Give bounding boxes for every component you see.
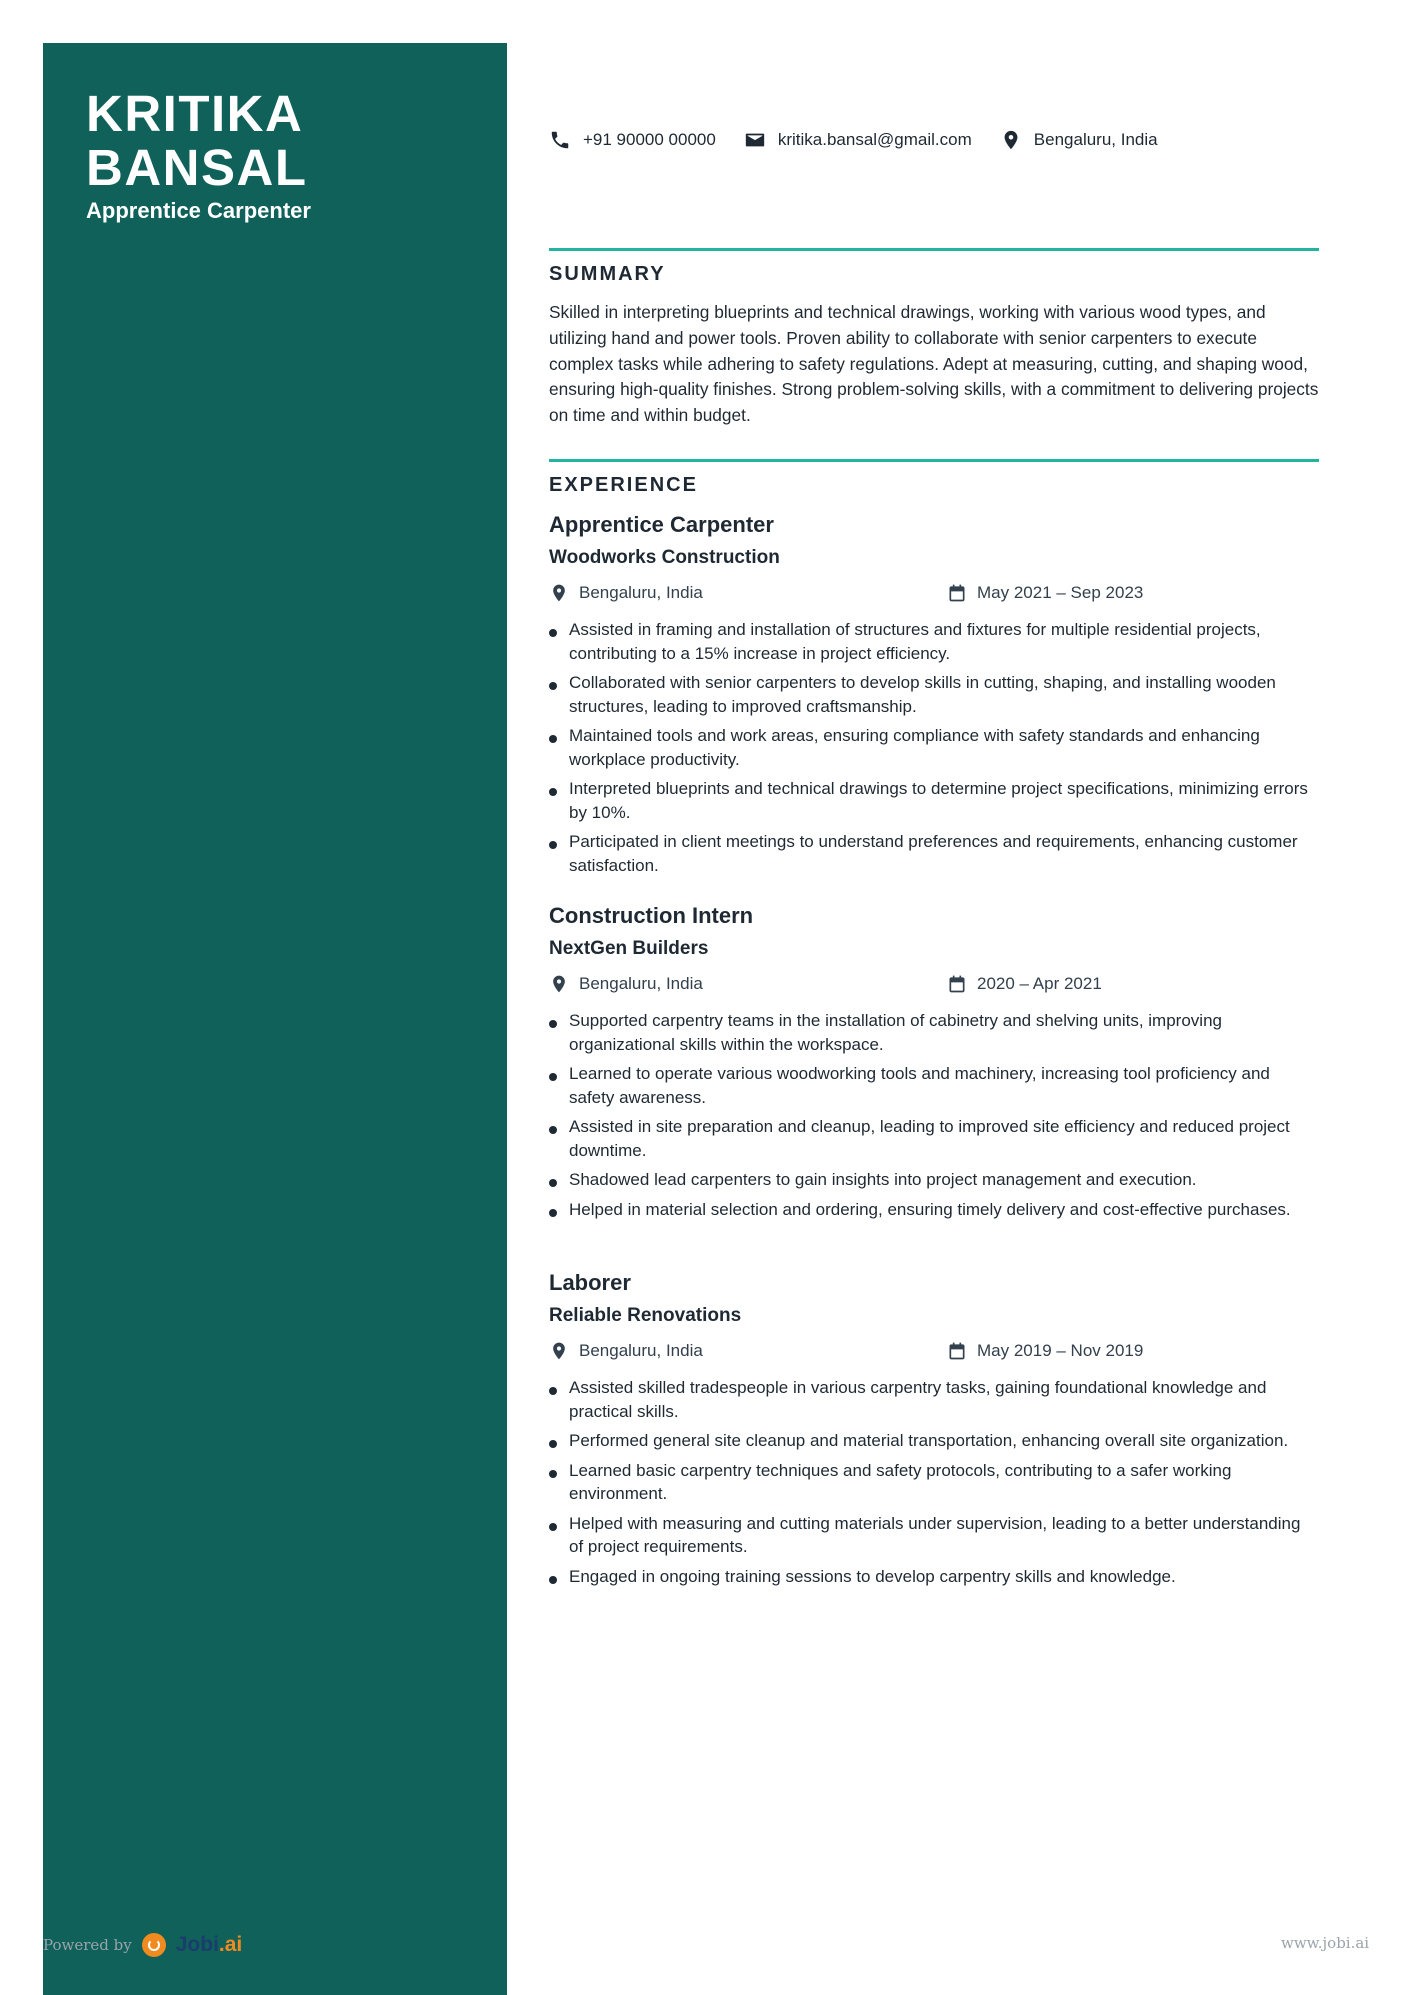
contact-location — [1000, 129, 1158, 151]
location-pin-icon — [1000, 129, 1022, 151]
list-item: Engaged in ongoing training sessions to develop carpentry skills and knowledge. — [549, 1565, 1319, 1589]
list-item: Assisted in framing and installation of structures and fixtures for multiple residential projects, contributing to a 15% increase in project efficiency. — [549, 618, 1319, 665]
job-entry — [549, 512, 1319, 883]
job-meta — [549, 974, 1319, 1000]
summary-heading: SUMMARY — [549, 263, 666, 285]
job-bullets — [549, 1009, 1319, 1221]
brand-main: Jobi — [175, 1933, 219, 1956]
phone-text[interactable]: +91 90000 00000 — [583, 130, 716, 149]
list-item: Maintained tools and work areas, ensuring compliance with safety standards and enhancing workplace productivity. — [549, 724, 1319, 771]
name-first: KRITIKA — [86, 85, 304, 142]
brand-suffix: .ai — [218, 1933, 243, 1956]
job-bullets — [549, 1376, 1319, 1588]
experience-divider — [549, 459, 1319, 462]
jobi-logo-icon — [142, 1933, 166, 1957]
candidate-name — [86, 87, 308, 195]
calendar-icon — [947, 974, 967, 994]
job-location-text: Bengaluru, India — [579, 974, 703, 993]
job-location — [549, 974, 703, 994]
job-title: Laborer — [549, 1270, 631, 1295]
sidebar — [43, 43, 507, 1995]
job-entry — [549, 903, 1319, 1227]
job-dates — [947, 1341, 1143, 1361]
job-meta — [549, 1341, 1319, 1367]
contact-phone — [549, 129, 716, 151]
job-location-text: Bengaluru, India — [579, 1341, 703, 1360]
list-item: Performed general site cleanup and material transportation, enhancing overall site organization. — [549, 1429, 1319, 1453]
list-item: Supported carpentry teams in the installation of cabinetry and shelving units, improving organizational skills within the workspace. — [549, 1009, 1319, 1056]
list-item: Participated in client meetings to understand preferences and requirements, enhancing customer satisfaction. — [549, 830, 1319, 877]
job-dates-text: 2020 – Apr 2021 — [977, 974, 1102, 993]
job-entry — [549, 1270, 1319, 1594]
job-company: NextGen Builders — [549, 938, 709, 959]
location-pin-icon — [549, 1341, 569, 1361]
list-item: Helped in material selection and ordering, ensuring timely delivery and cost-effective purchases. — [549, 1198, 1319, 1222]
location-pin-icon — [549, 974, 569, 994]
calendar-icon — [947, 1341, 967, 1361]
summary-text: Skilled in interpreting blueprints and technical drawings, working with various wood types, and utilizing hand and power tools. Proven ability to collaborate with senior carpenters to execute complex tasks while adhering to safety regulations. Adept at measuring, cutting, and shaping wood, ensuring high-quality finishes. Strong problem-solving skills, with a commitment to delivering projects on time and within budget. — [549, 302, 1319, 426]
list-item: Learned basic carpentry techniques and safety protocols, contributing to a safer working environment. — [549, 1459, 1319, 1506]
powered-by-text: Powered by — [43, 1936, 132, 1954]
job-location — [549, 1341, 703, 1361]
list-item: Assisted skilled tradespeople in various carpentry tasks, gaining foundational knowledge and practical skills. — [549, 1376, 1319, 1423]
phone-icon — [549, 129, 571, 151]
powered-by — [43, 1933, 242, 1957]
job-location — [549, 583, 703, 603]
job-title: Construction Intern — [549, 903, 754, 928]
calendar-icon — [947, 583, 967, 603]
list-item: Shadowed lead carpenters to gain insights into project management and execution. — [549, 1168, 1319, 1192]
list-item: Assisted in site preparation and cleanup, leading to improved site efficiency and reduced project downtime. — [549, 1115, 1319, 1162]
job-meta — [549, 583, 1319, 609]
job-bullets — [549, 618, 1319, 877]
location-text: Bengaluru, India — [1033, 130, 1158, 149]
email-text[interactable]: kritika.bansal@gmail.com — [777, 130, 972, 149]
contact-email — [744, 129, 972, 151]
list-item: Collaborated with senior carpenters to develop skills in cutting, shaping, and installing wooden structures, leading to improved craftsmanship. — [549, 671, 1319, 718]
name-last: BANSAL — [86, 139, 308, 196]
job-title: Apprentice Carpenter — [549, 512, 774, 537]
summary-divider — [549, 248, 1319, 251]
website-link[interactable]: www.jobi.ai — [1281, 1934, 1370, 1952]
job-dates — [947, 583, 1143, 603]
list-item: Interpreted blueprints and technical drawings to determine project specifications, minimizing errors by 10%. — [549, 777, 1319, 824]
job-dates — [947, 974, 1102, 994]
contact-bar — [549, 129, 1158, 151]
envelope-icon — [744, 129, 766, 151]
list-item: Learned to operate various woodworking tools and machinery, increasing tool proficiency and safety awareness. — [549, 1062, 1319, 1109]
job-location-text: Bengaluru, India — [579, 583, 703, 602]
list-item: Helped with measuring and cutting materials under supervision, leading to a better understanding of project requirements. — [549, 1512, 1319, 1559]
job-company: Reliable Renovations — [549, 1305, 742, 1326]
candidate-role: Apprentice Carpenter — [86, 198, 311, 223]
location-pin-icon — [549, 583, 569, 603]
brand-logo[interactable] — [176, 1933, 243, 1957]
main-content — [549, 0, 1319, 1995]
experience-heading: EXPERIENCE — [549, 474, 698, 496]
job-dates-text: May 2019 – Nov 2019 — [977, 1341, 1144, 1360]
job-company: Woodworks Construction — [549, 547, 780, 568]
job-dates-text: May 2021 – Sep 2023 — [977, 583, 1144, 602]
